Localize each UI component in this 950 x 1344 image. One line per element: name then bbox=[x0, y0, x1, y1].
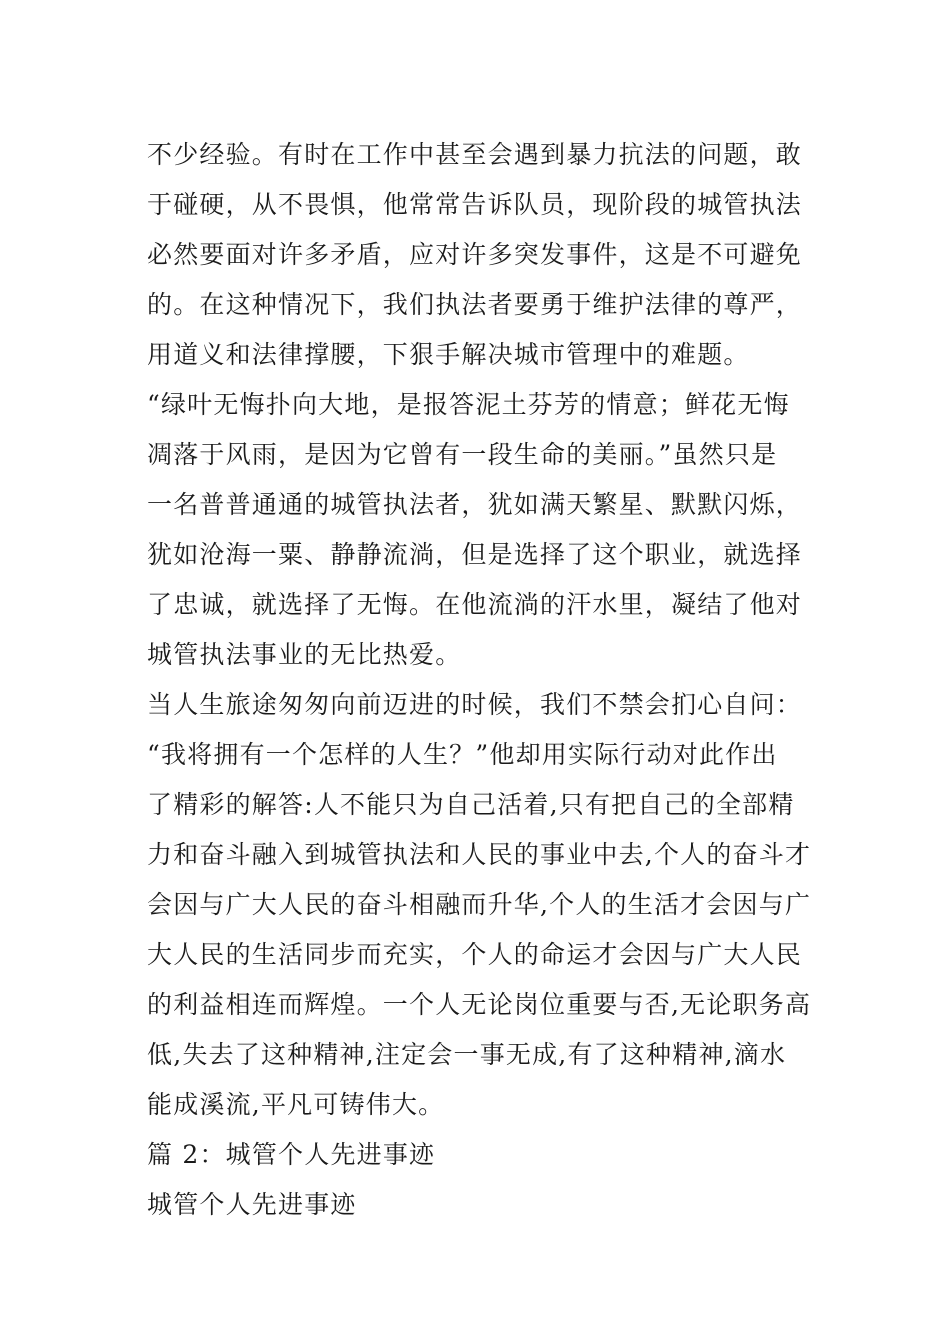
paragraph-1 bbox=[147, 130, 807, 380]
text-line: 用道义和法律撑腰，下狠手解决城市管理中的难题。 bbox=[147, 340, 750, 369]
text-line: “绿叶无悔扑向大地，是报答泥土芬芳的情意；鲜花无悔 bbox=[147, 390, 790, 419]
text-line: 犹如沧海一粟、静静流淌，但是选择了这个职业，就选择 bbox=[147, 540, 803, 569]
document-body bbox=[147, 130, 812, 1230]
paragraph-2 bbox=[147, 380, 807, 680]
text-line: 的。在这种情况下，我们执法者要勇于维护法律的尊严， bbox=[147, 290, 803, 319]
text-line: 会因与广大人民的奋斗相融而升华,个人的生活才会因与广 bbox=[147, 890, 812, 919]
text-line: “我将拥有一个怎样的人生？”他却用实际行动对此作出 bbox=[147, 740, 778, 769]
section-title: 城管个人先进事迹 bbox=[147, 1190, 357, 1219]
text-line: 凋落于风雨，是因为它曾有一段生命的美丽。”虽然只是 bbox=[147, 440, 778, 469]
text-line: 低,失去了这种精神,注定会一事无成,有了这种精神,滴水 bbox=[147, 1040, 787, 1069]
text-line: 了忠诚，就选择了无悔。在他流淌的汗水里，凝结了他对 bbox=[147, 590, 803, 619]
text-line: 了精彩的解答:人不能只为自己活着,只有把自己的全部精 bbox=[147, 790, 795, 819]
text-line: 城管执法事业的无比热爱。 bbox=[147, 640, 462, 669]
text-line: 力和奋斗融入到城管执法和人民的事业中去,个人的奋斗才 bbox=[147, 840, 812, 869]
text-line: 于碰硬，从不畏惧，他常常告诉队员，现阶段的城管执法 bbox=[147, 190, 803, 219]
text-line: 一名普普通通的城管执法者，犹如满天繁星、默默闪烁， bbox=[147, 490, 803, 519]
text-line: 能成溪流,平凡可铸伟大。 bbox=[147, 1090, 445, 1119]
text-line: 当人生旅途匆匆向前迈进的时候，我们不禁会扪心自问： bbox=[147, 690, 803, 719]
text-line: 必然要面对许多矛盾，应对许多突发事件，这是不可避免 bbox=[147, 240, 803, 269]
text-line: 的利益相连而辉煌。一个人无论岗位重要与否,无论职务高 bbox=[147, 990, 812, 1019]
text-line: 大人民的生活同步而充实，个人的命运才会因与广大人民 bbox=[147, 940, 803, 969]
section-heading: 篇 2：城管个人先进事迹 bbox=[147, 1140, 436, 1169]
paragraph-3 bbox=[147, 680, 812, 1130]
text-line: 不少经验。有时在工作中甚至会遇到暴力抗法的问题，敢 bbox=[147, 140, 803, 169]
